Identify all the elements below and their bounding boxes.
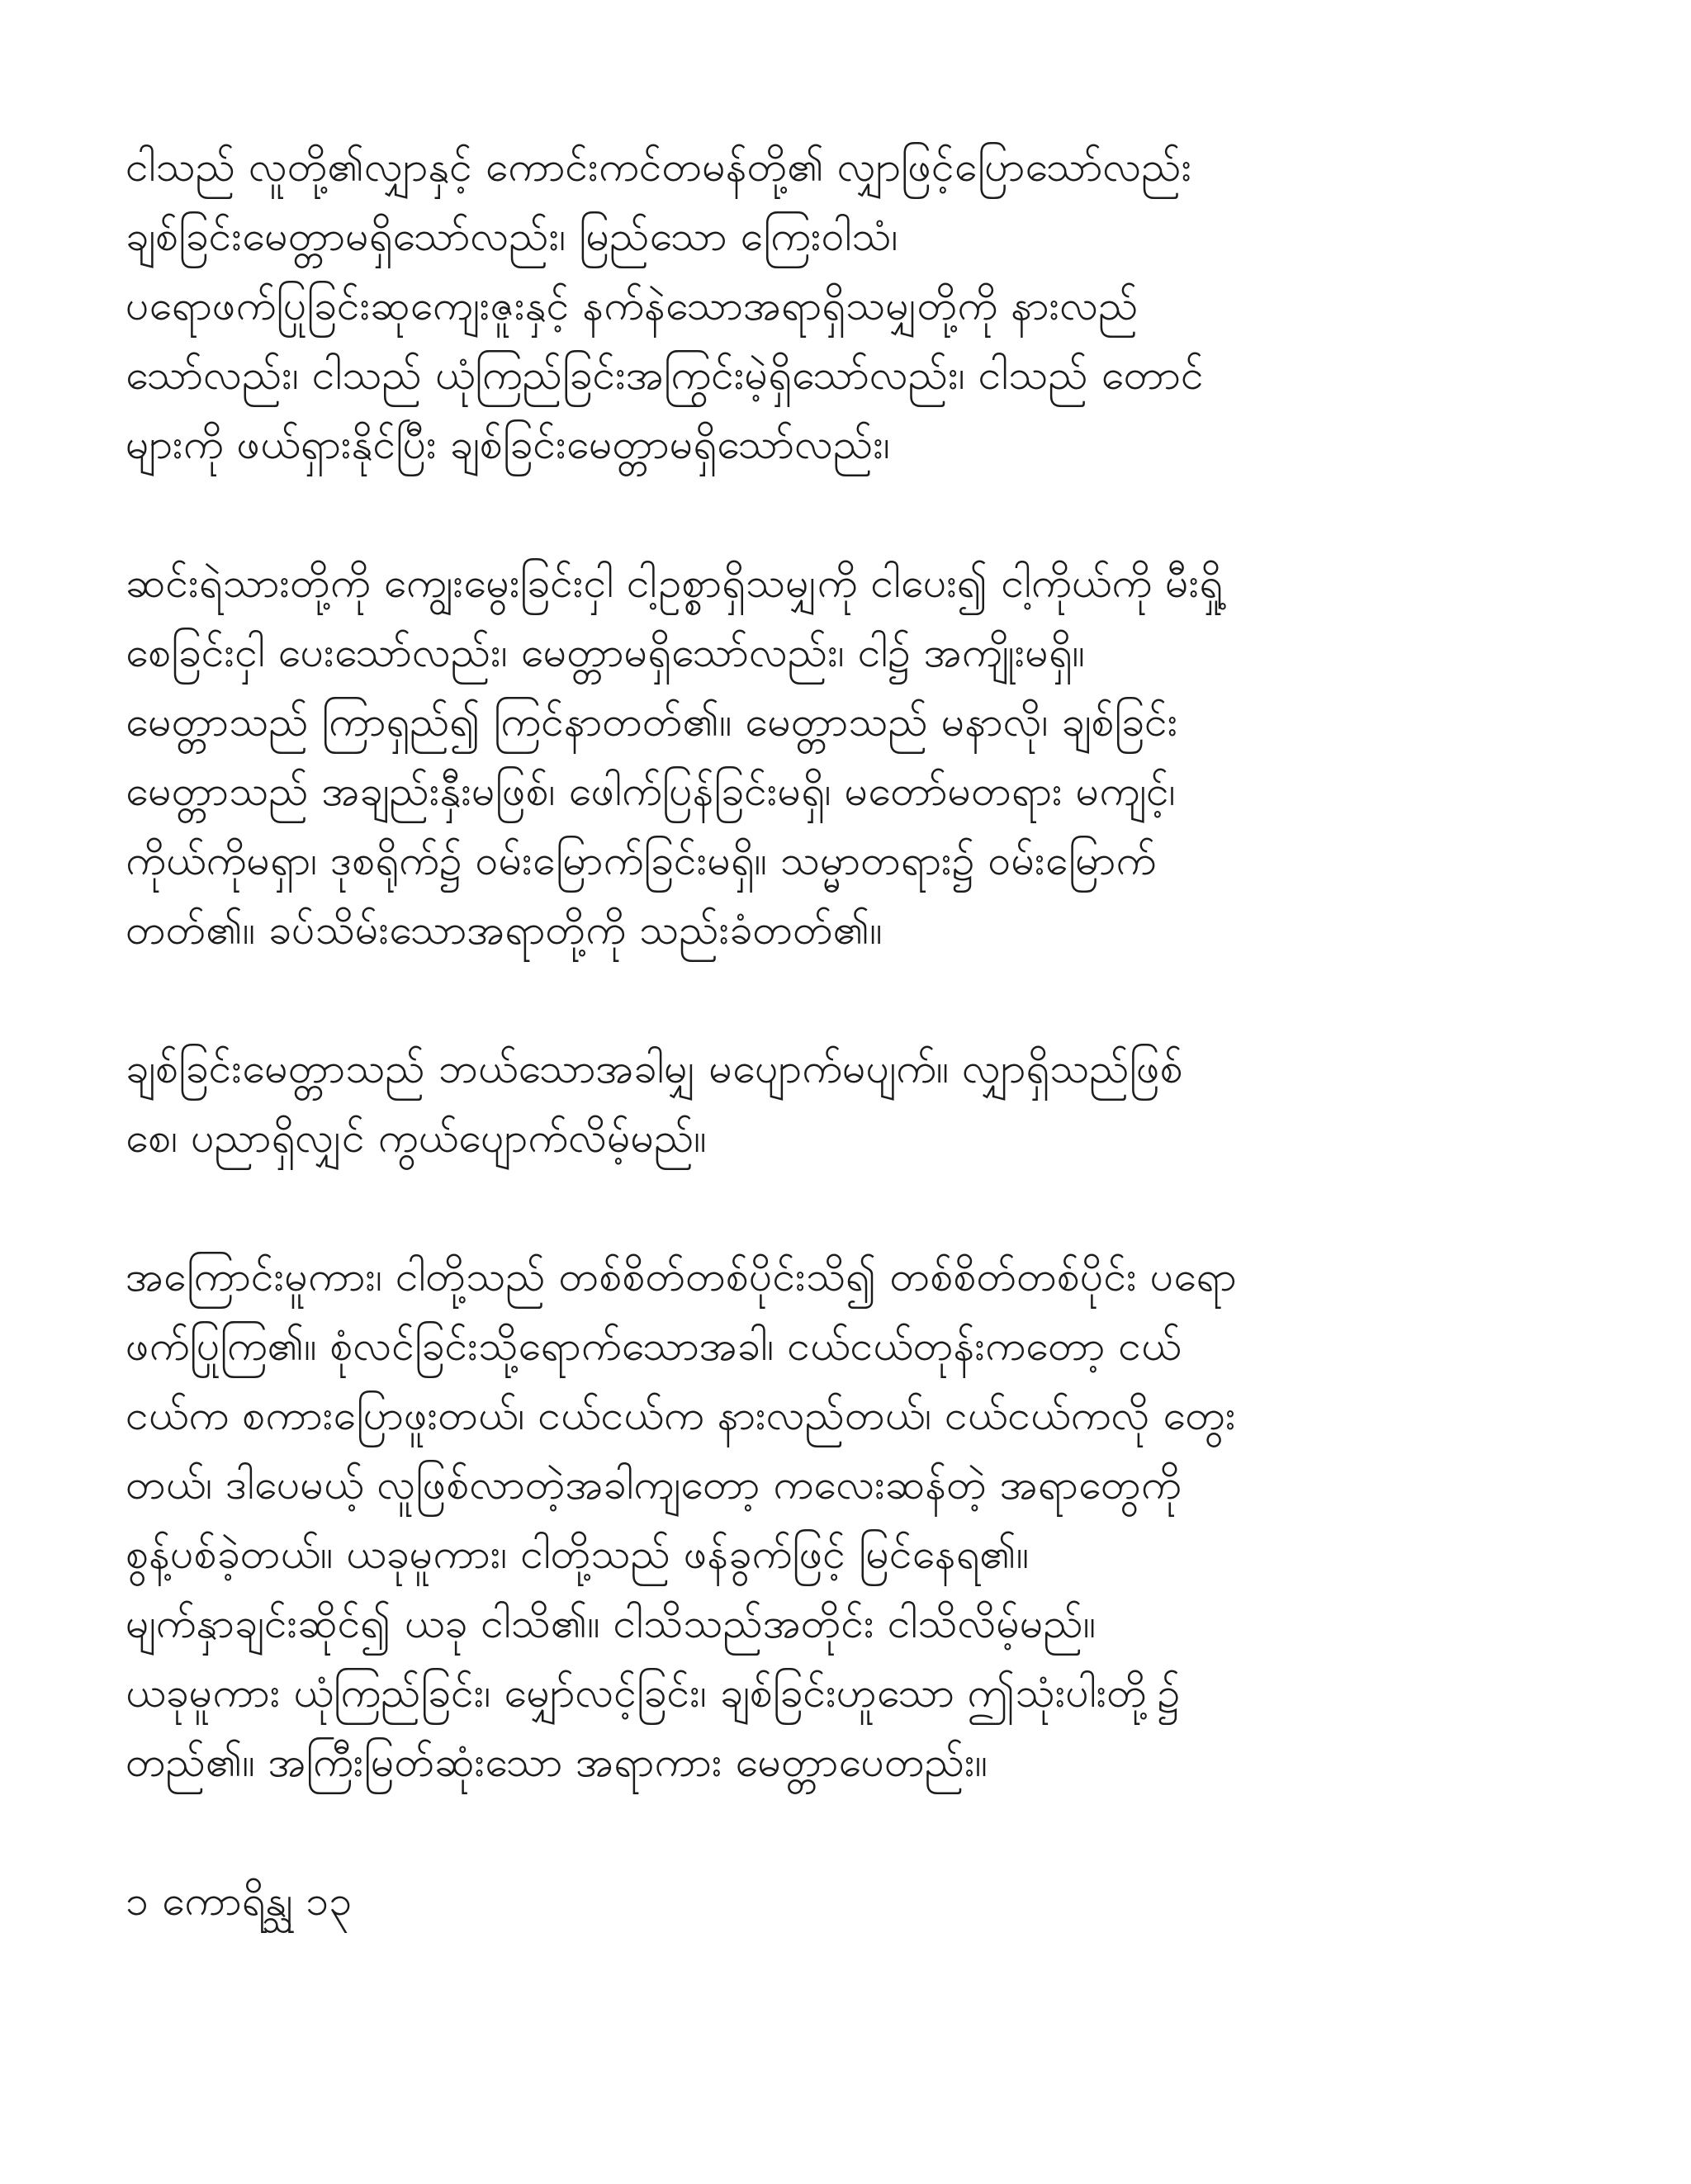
paragraph-4: အကြောင်းမူကား၊ ငါတို့သည် တစ်စိတ်တစ်ပိုင်းသိ၍ တစ်စိတ်တစ်ပိုင်း ပရော ဖက်ပြုကြ၏။ စုံလင်ခြင်းသို့ရောက်သောအခါ၊ ငယ်ငယ်တုန်းကတော့ ငယ် ငယ်က စကားပြောဖူးတယ်၊ ငယ်ငယ်က နားလည်တယ်၊ ငယ်ငယ်ကလို တွေး တယ်၊ ဒါပေမယ့် လူဖြစ်လာတဲ့အခါကျတော့ ကလေးဆန်တဲ့ အရာတွေကို စွန့်ပစ်ခဲ့တယ်။ ယခုမူကား၊ ငါတို့သည် ဖန်ခွက်ဖြင့် မြင်နေရ၏။ မျက်နှာချင်းဆိုင်၍ ယခု ငါသိ၏။ ငါသိသည်အတိုင်း ငါသိလိမ့်မည်။ ယခုမူကား ယုံကြည်ခြင်း၊ မျှော်လင့်ခြင်း၊ ချစ်ခြင်းဟူသော ဤသုံးပါးတို့၌ တည်၏။ အကြီးမြတ်ဆုံးသော အရာကား မေတ္တာပေတည်း။ (126, 1253, 1237, 1786)
paragraph-2: ဆင်းရဲသားတို့ကို ကျွေးမွေးခြင်းငှါ ငါ့ဥစ္စာရှိသမျှကို ငါပေး၍ ငါ့ကိုယ်ကို မီးရှို့ စေခြင်းငှါ ပေးသော်လည်း၊ မေတ္တာမရှိသော်လည်း၊ ငါ၌ အကျိုးမရှိ။ မေတ္တာသည် ကြာရှည်၍ ကြင်နာတတ်၏။ မေတ္တာသည် မနာလို၊ ချစ်ခြင်း မေတ္တာသည် အချည်းနှီးမဖြစ်၊ ဖေါက်ပြန်ခြင်းမရှိ၊ မတော်မတရား မကျင့်၊ ကိုယ်ကိုမရှာ၊ ဒုစရိုက်၌ ဝမ်းမြောက်ခြင်းမရှိ။ သမ္မာတရား၌ ဝမ်းမြောက် တတ်၏။ ခပ်သိမ်းသောအရာတို့ကို သည်းခံတတ်၏။ (126, 559, 1223, 954)
scripture-reference: ၁ ကောရိန္သု ၁၃ (126, 1877, 353, 1925)
paragraph-3: ချစ်ခြင်းမေတ္တာသည် ဘယ်သောအခါမျှ မပျောက်မပျက်။ လျှာရှိသည်ဖြစ် စေ၊ ပညာရှိလျှင် ကွယ်ပျောက်လိမ့်မည်။ (126, 1045, 1183, 1162)
paragraph-1: ငါသည် လူတို့၏လျှာနှင့် ကောင်းကင်တမန်တို့၏ လျှာဖြင့်ပြောသော်လည်း ချစ်ခြင်းမေတ္တာမရှိသော်လည်း၊ မြည်သော ကြေးဝါသံ၊ ပရောဖက်ပြုခြင်းဆုကျေးဇူးနှင့် နက်နဲသောအရာရှိသမျှတို့ကို နားလည် သော်လည်း၊ ငါသည် ယုံကြည်ခြင်းအကြွင်းမဲ့ရှိသော်လည်း၊ ငါသည် တောင် များကို ဖယ်ရှားနိုင်ပြီး ချစ်ခြင်းမေတ္တာမရှိသော်လည်း၊ (126, 143, 1204, 468)
